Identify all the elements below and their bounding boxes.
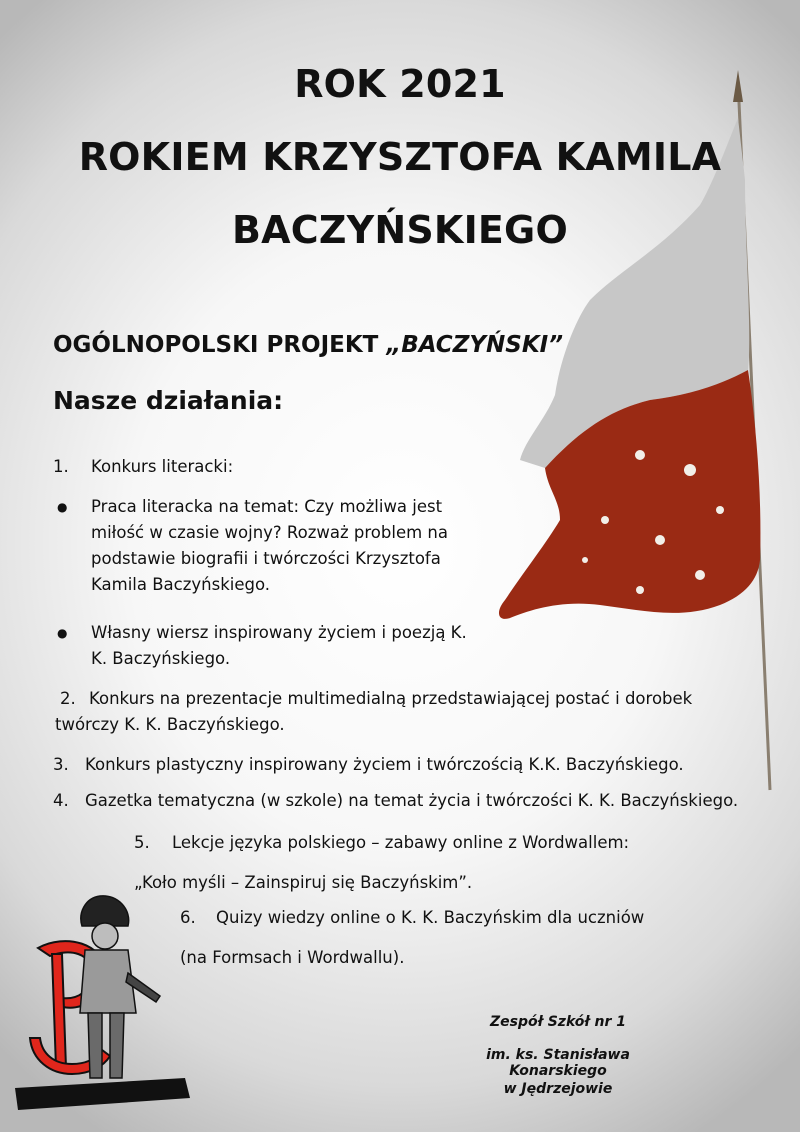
item-3-text: Konkurs plastyczny inspirowany życiem i twórczością K.K. Baczyńskiego. [85,755,684,774]
kotwica-soldier-illustration [10,878,210,1118]
item-1-text: Konkurs literacki: [91,457,234,476]
title-line-2: ROKIEM KRZYSZTOFA KAMILA [78,135,722,179]
item-1-number: 1. [53,457,69,476]
item-6-text-2: (na Formsach i Wordwallu). [180,948,405,967]
item-3-number: 3. [53,755,69,774]
item-4-text: Gazetka tematyczna (w szkole) na temat życia i twórczości K. K. Baczyńskiego. [85,791,739,810]
footer-patron: im. ks. Stanisława Konarskiego [486,1047,630,1079]
item-5-text: Lekcje języka polskiego – zabawy online z Wordwallem: [172,833,630,852]
actions-heading: Nasze działania: [53,386,284,415]
item-5-text-2: „Koło myśli – Zainspiruj się Baczyńskim”. [134,873,473,892]
footer-school-name: Zespół Szkół nr 1 [489,1014,626,1030]
bullet-2-text: Własny wiersz inspirowany życiem i poezją K. K. Baczyńskiego. [91,623,467,668]
item-2-number: 2. [60,689,76,708]
item-6-text: Quizy wiedzy online o K. K. Baczyńskim dla uczniów [216,908,645,927]
bullet-icon: ● [57,626,68,640]
item-5-number: 5. [134,833,150,852]
title-line-1: ROK 2021 [294,62,506,106]
project-heading [53,332,563,358]
title-line-3: BACZYŃSKIEGO [232,208,568,252]
bullet-1-text: Praca literacka na temat: Czy możliwa jest miłość w czasie wojny? Rozważ problem na podstawie biografii i twórczości Krzysztofa Kamila Baczyńskiego. [91,497,448,594]
boy-soldier-icon [80,896,160,1078]
footer-town: w Jędrzejowie [503,1081,613,1097]
project-prefix: OGÓLNOPOLSKI PROJEKT [53,332,387,358]
item-4-number: 4. [53,791,69,810]
bullet-icon: ● [57,500,68,514]
item-6-number: 6. [180,908,196,927]
flag-red-stripe [499,370,760,619]
item-2-text: Konkurs na prezentacje multimedialną przedstawiającej postać i dorobek twórczy K. K. Baczyńskiego. [55,689,693,734]
ground-strip [15,1078,190,1110]
project-name: „BACZYŃSKI” [386,332,564,358]
